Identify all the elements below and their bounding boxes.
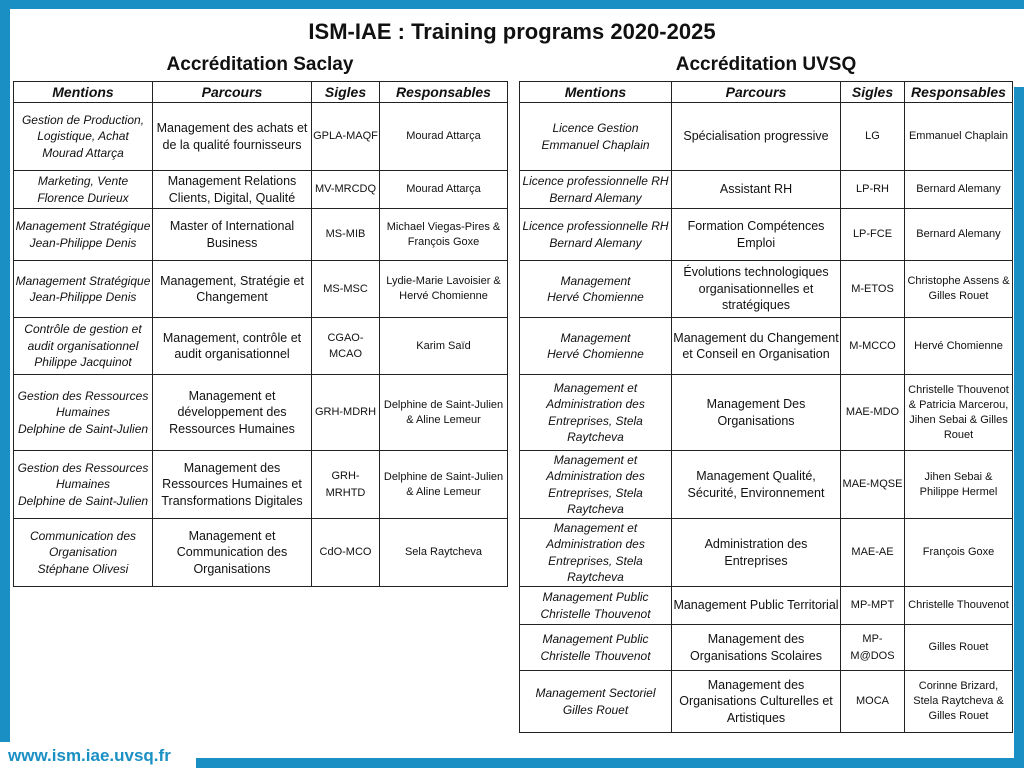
- sigle-cell: MS-MIB: [312, 209, 380, 261]
- saclay-table: [13, 81, 508, 587]
- mention-cell: [520, 103, 672, 171]
- column-header-responsables: Responsables: [380, 82, 508, 103]
- mention-name: Licence professionnelle RH: [522, 174, 669, 188]
- parcours-cell: Management Relations Clients, Digital, Qualité: [153, 171, 312, 209]
- mention-cell: [520, 587, 672, 625]
- mention-name: Management: [560, 273, 631, 288]
- sigle-cell: MAE-MQSE: [841, 451, 905, 519]
- mention-name: Management: [560, 330, 631, 345]
- responsables-cell: Christelle Thouvenot & Patricia Marcerou, Jihen Sebai & Gilles Rouet: [905, 375, 1013, 451]
- sigle-cell: M-ETOS: [841, 261, 905, 318]
- table-row: [520, 519, 1013, 587]
- uvsq-heading: Accréditation UVSQ: [675, 54, 857, 75]
- mention-cell: [14, 519, 153, 587]
- parcours-cell: Management Des Organisations: [672, 375, 841, 451]
- sigle-cell: MAE-MDO: [841, 375, 905, 451]
- mention-cell: [14, 171, 153, 209]
- responsables-cell: Delphine de Saint-Julien & Aline Lemeur: [380, 451, 508, 519]
- mention-lead: Delphine de Saint-Julien: [17, 493, 149, 508]
- right-accent-bar: [1014, 87, 1024, 768]
- mention-cell: [14, 209, 153, 261]
- table-row: [520, 209, 1013, 261]
- mention-cell: [520, 261, 672, 318]
- responsables-cell: Corinne Brizard, Stela Raytcheva & Gilles Rouet: [905, 671, 1013, 733]
- column-header-parcours: Parcours: [153, 82, 312, 103]
- parcours-cell: Formation Compétences Emploi: [672, 209, 841, 261]
- sigle-cell: MV-MRCDQ: [312, 171, 380, 209]
- parcours-cell: Management du Changement et Conseil en Organisation: [672, 318, 841, 375]
- table-row: [14, 171, 508, 209]
- sigle-cell: MP-M@DOS: [841, 625, 905, 671]
- uvsq-header-row: [520, 82, 1013, 103]
- parcours-cell: Management, contrôle et audit organisationnel: [153, 318, 312, 375]
- mention-lead: Hervé Chomienne: [547, 290, 644, 304]
- parcours-cell: Management des Organisations Scolaires: [672, 625, 841, 671]
- table-row: [14, 103, 508, 171]
- column-header-mentions: Mentions: [520, 82, 672, 103]
- table-row: [520, 261, 1013, 318]
- page-title: ISM-IAE : Training programs 2020-2025: [308, 19, 716, 44]
- mention-cell: [520, 451, 672, 519]
- table-row: [520, 318, 1013, 375]
- mention-name: Gestion des Ressources Humaines: [17, 460, 149, 492]
- sigle-cell: LG: [841, 103, 905, 171]
- mention-cell: [520, 375, 672, 451]
- website-link[interactable]: www.ism.iae.uvsq.fr: [8, 746, 171, 765]
- mention-cell: [14, 318, 153, 375]
- mention-name: Licence Gestion: [552, 121, 639, 135]
- sigle-cell: GRH-MRHTD: [312, 451, 380, 519]
- sigle-cell: MAE-AE: [841, 519, 905, 587]
- mention-lead: Philippe Jacquinot: [34, 355, 132, 370]
- mention-name: Licence professionnelle RH: [522, 219, 669, 233]
- mention-cell: [520, 318, 672, 375]
- mention-name: Management Public: [542, 590, 649, 604]
- table-row: [520, 625, 1013, 671]
- mention-name: Marketing, Vente: [37, 174, 129, 188]
- mention-lead: Christelle Thouvenot: [540, 606, 651, 621]
- parcours-cell: Management Qualité, Sécurité, Environnement: [672, 451, 841, 519]
- responsables-cell: Bernard Alemany: [905, 171, 1013, 209]
- mention-name: Management et Administration des Entreprises, Stela Raytcheva: [546, 520, 645, 584]
- responsables-cell: Christophe Assens & Gilles Rouet: [905, 261, 1013, 318]
- saclay-heading: Accréditation Saclay: [166, 54, 354, 75]
- mention-lead: Hervé Chomienne: [547, 347, 644, 361]
- responsables-cell: Delphine de Saint-Julien & Aline Lemeur: [380, 375, 508, 451]
- responsables-cell: Mourad Attarça: [380, 103, 508, 171]
- sigle-cell: LP-FCE: [841, 209, 905, 261]
- responsables-cell: François Goxe: [905, 519, 1013, 587]
- sigle-cell: MP-MPT: [841, 587, 905, 625]
- table-row: [14, 375, 508, 451]
- table-row: [14, 519, 508, 587]
- mention-cell: [520, 671, 672, 733]
- mention-name: Management Stratégique: [15, 219, 151, 233]
- responsables-cell: Emmanuel Chaplain: [905, 103, 1013, 171]
- parcours-cell: Assistant RH: [672, 171, 841, 209]
- mention-cell: [14, 103, 153, 171]
- mention-lead: Florence Durieux: [37, 190, 129, 205]
- mention-lead: Emmanuel Chaplain: [541, 137, 650, 152]
- mention-cell: [520, 209, 672, 261]
- mention-lead: Bernard Alemany: [549, 235, 642, 250]
- mention-cell: [14, 261, 153, 318]
- mention-name: Management Stratégique: [15, 273, 151, 288]
- table-row: [520, 375, 1013, 451]
- mention-name: Gestion de Production, Logistique, Achat: [21, 112, 145, 144]
- mention-lead: Jean-Philippe Denis: [29, 290, 137, 304]
- parcours-cell: Administration des Entreprises: [672, 519, 841, 587]
- responsables-cell: Christelle Thouvenot: [905, 587, 1013, 625]
- mention-name: Management et Administration des Entreprises, Stela Raytcheva: [546, 452, 645, 516]
- mention-name: Gestion des Ressources Humaines: [17, 388, 149, 420]
- parcours-cell: Management et Communication des Organisations: [153, 519, 312, 587]
- responsables-cell: Mourad Attarça: [380, 171, 508, 209]
- mention-name: Communication des Organisation: [29, 528, 137, 560]
- column-header-sigles: Sigles: [841, 82, 905, 103]
- column-header-responsables: Responsables: [905, 82, 1013, 103]
- table-row: [14, 261, 508, 318]
- mention-lead: Mourad Attarça: [42, 145, 124, 160]
- parcours-cell: Master of International Business: [153, 209, 312, 261]
- sigle-cell: MS-MSC: [312, 261, 380, 318]
- responsables-cell: Gilles Rouet: [905, 625, 1013, 671]
- sigle-cell: LP-RH: [841, 171, 905, 209]
- responsables-cell: Sela Raytcheva: [380, 519, 508, 587]
- mention-name: Management Public: [542, 632, 649, 646]
- mention-name: Management et Administration des Entreprises, Stela Raytcheva: [546, 380, 645, 444]
- top-accent-bar: [0, 0, 1024, 9]
- parcours-cell: Management des Organisations Culturelles et Artistiques: [672, 671, 841, 733]
- sigle-cell: GRH-MDRH: [312, 375, 380, 451]
- parcours-cell: Spécialisation progressive: [672, 103, 841, 171]
- responsables-cell: Michael Viegas-Pires & François Goxe: [380, 209, 508, 261]
- sigle-cell: MOCA: [841, 671, 905, 733]
- left-accent-bar: [0, 9, 10, 768]
- column-header-parcours: Parcours: [672, 82, 841, 103]
- parcours-cell: Management, Stratégie et Changement: [153, 261, 312, 318]
- mention-lead: Stéphane Olivesi: [37, 561, 129, 576]
- table-row: [520, 587, 1013, 625]
- mention-cell: [14, 451, 153, 519]
- bottom-accent-bar: [196, 758, 1024, 768]
- responsables-cell: Hervé Chomienne: [905, 318, 1013, 375]
- parcours-cell: Évolutions technologiques organisationnelles et stratégiques: [672, 261, 841, 318]
- parcours-cell: Management Public Territorial: [672, 587, 841, 625]
- sigle-cell: M-MCCO: [841, 318, 905, 375]
- saclay-header-row: [14, 82, 508, 103]
- sigle-cell: GPLA-MAQF: [312, 103, 380, 171]
- sigle-cell: CGAO-MCAO: [312, 318, 380, 375]
- uvsq-table: [519, 81, 1013, 733]
- mention-cell: [520, 625, 672, 671]
- table-row: [14, 318, 508, 375]
- responsables-cell: Bernard Alemany: [905, 209, 1013, 261]
- table-row: [14, 209, 508, 261]
- mention-cell: [14, 375, 153, 451]
- mention-lead: Jean-Philippe Denis: [29, 235, 137, 250]
- parcours-cell: Management des Ressources Humaines et Transformations Digitales: [153, 451, 312, 519]
- mention-lead: Delphine de Saint-Julien: [17, 421, 149, 436]
- parcours-cell: Management des achats et de la qualité fournisseurs: [153, 103, 312, 171]
- mention-name: Contrôle de gestion et audit organisationnel: [24, 322, 142, 353]
- mention-lead: Gilles Rouet: [562, 702, 629, 717]
- responsables-cell: Jihen Sebai & Philippe Hermel: [905, 451, 1013, 519]
- table-row: [520, 451, 1013, 519]
- sigle-cell: CdO-MCO: [312, 519, 380, 587]
- responsables-cell: Karim Saïd: [380, 318, 508, 375]
- parcours-cell: Management et développement des Ressources Humaines: [153, 375, 312, 451]
- mention-lead: Christelle Thouvenot: [540, 648, 651, 663]
- mention-cell: [520, 519, 672, 587]
- mention-cell: [520, 171, 672, 209]
- table-row: [14, 451, 508, 519]
- table-row: [520, 103, 1013, 171]
- column-header-mentions: Mentions: [14, 82, 153, 103]
- table-row: [520, 671, 1013, 733]
- table-row: [520, 171, 1013, 209]
- mention-name: Management Sectoriel: [535, 686, 656, 700]
- responsables-cell: Lydie-Marie Lavoisier & Hervé Chomienne: [380, 261, 508, 318]
- mention-lead: Bernard Alemany: [549, 190, 642, 205]
- column-header-sigles: Sigles: [312, 82, 380, 103]
